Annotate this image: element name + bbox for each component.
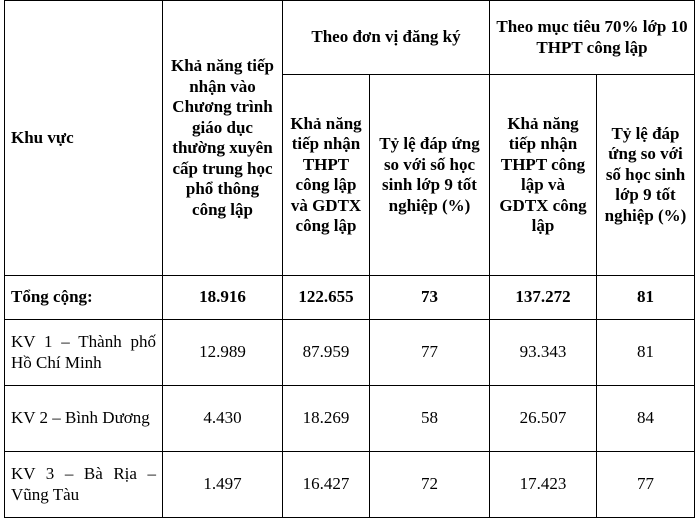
cell-region: KV 3 – Bà Rịa – Vũng Tàu <box>5 452 163 518</box>
cell-reg-capacity: 87.959 <box>283 320 370 386</box>
cell-target-rate: 84 <box>597 386 695 452</box>
cell-target-capacity: 26.507 <box>490 386 597 452</box>
table-row <box>5 320 695 386</box>
cell-target-rate: 81 <box>597 320 695 386</box>
header-gdtx-capacity: Khả năng tiếp nhận vào Chương trình giáo dục thường xuyên cấp trung học phổ thông công lập <box>163 1 283 276</box>
table-row-total <box>5 276 695 320</box>
cell-region: KV 1 – Thành phố Hồ Chí Minh <box>5 320 163 386</box>
cell-region: Tổng cộng: <box>5 276 163 320</box>
cell-reg-capacity: 18.269 <box>283 386 370 452</box>
cell-target-rate: 81 <box>597 276 695 320</box>
header-reg-rate: Tỷ lệ đáp ứng so với số học sinh lớp 9 tốt nghiệp (%) <box>370 75 490 276</box>
admission-capacity-table <box>4 0 695 518</box>
header-target-rate: Tỷ lệ đáp ứng so với số học sinh lớp 9 tốt nghiệp (%) <box>597 75 695 276</box>
cell-gdtx: 12.989 <box>163 320 283 386</box>
cell-reg-capacity: 16.427 <box>283 452 370 518</box>
table-row <box>5 386 695 452</box>
header-row-1 <box>5 1 695 75</box>
cell-reg-rate: 72 <box>370 452 490 518</box>
header-target-capacity: Khả năng tiếp nhận THPT công lập và GDTX công lập <box>490 75 597 276</box>
cell-reg-capacity: 122.655 <box>283 276 370 320</box>
cell-region: KV 2 – Bình Dương <box>5 386 163 452</box>
header-group-registered: Theo đơn vị đăng ký <box>283 1 490 75</box>
header-group-target: Theo mục tiêu 70% lớp 10 THPT công lập <box>490 1 695 75</box>
cell-target-capacity: 17.423 <box>490 452 597 518</box>
cell-target-capacity: 93.343 <box>490 320 597 386</box>
cell-reg-rate: 77 <box>370 320 490 386</box>
cell-reg-rate: 73 <box>370 276 490 320</box>
cell-gdtx: 1.497 <box>163 452 283 518</box>
cell-target-rate: 77 <box>597 452 695 518</box>
cell-gdtx: 18.916 <box>163 276 283 320</box>
table-row <box>5 452 695 518</box>
header-reg-capacity: Khả năng tiếp nhận THPT công lập và GDTX công lập <box>283 75 370 276</box>
cell-reg-rate: 58 <box>370 386 490 452</box>
header-region: Khu vực <box>5 1 163 276</box>
cell-target-capacity: 137.272 <box>490 276 597 320</box>
cell-gdtx: 4.430 <box>163 386 283 452</box>
